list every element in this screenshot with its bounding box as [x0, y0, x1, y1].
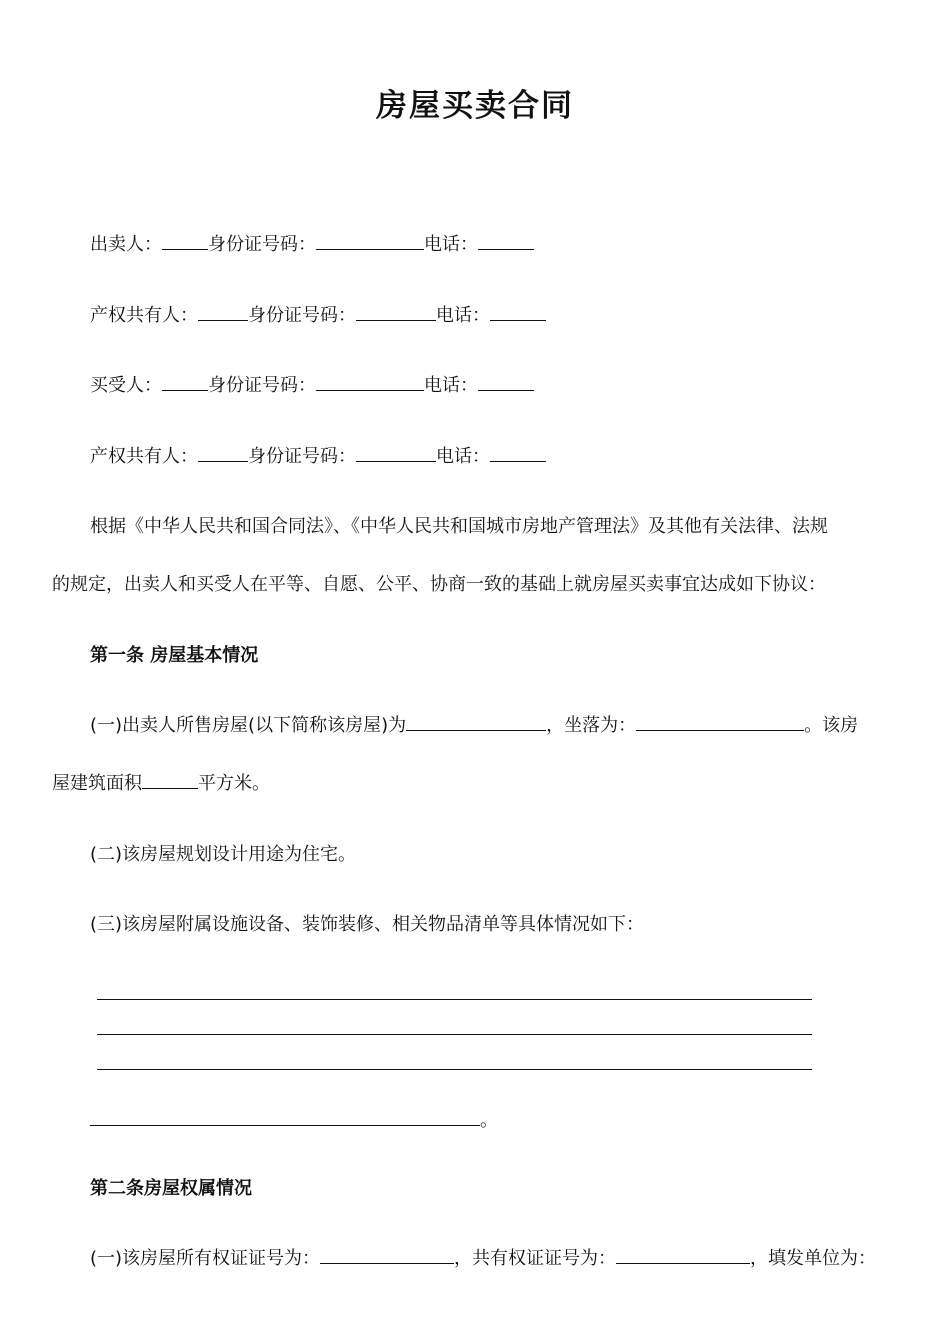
- article-1-item-1-text-e: 平方米。: [198, 773, 270, 794]
- buyer-name-blank[interactable]: [162, 374, 208, 391]
- buyer-co-owner-id-label: 身份证号码：: [248, 446, 356, 467]
- house-name-blank[interactable]: [406, 714, 546, 731]
- fixtures-list-last-line: [90, 1106, 498, 1132]
- seller-co-owner-name-blank[interactable]: [198, 304, 248, 321]
- buyer-co-owner-id-blank[interactable]: [356, 445, 436, 462]
- buyer-co-owner-line: [90, 442, 546, 468]
- article-1-item-3: (三)该房屋附属设施设备、装饰装修、相关物品清单等具体情况如下：: [90, 914, 645, 935]
- buyer-co-owner-tel-label: 电话：: [436, 446, 490, 467]
- fixtures-list-line-1[interactable]: [97, 999, 812, 1000]
- article-1-item-1-text-a: (一)出卖人所售房屋(以下简称该房屋)为: [90, 715, 407, 736]
- seller-co-owner-label: 产权共有人：: [90, 305, 198, 326]
- buyer-co-owner-name-blank[interactable]: [198, 445, 248, 462]
- buyer-label: 买受人：: [90, 375, 162, 396]
- fixtures-list-line-2[interactable]: [97, 1034, 812, 1035]
- seller-label: 出卖人：: [90, 234, 162, 255]
- buyer-tel-label: 电话：: [424, 375, 478, 396]
- article-1-item-1: [90, 711, 858, 737]
- article-2-item-1-text-c: ，填发单位为：: [750, 1248, 877, 1269]
- fixtures-list-line-4[interactable]: [90, 1109, 480, 1126]
- buyer-tel-blank[interactable]: [478, 374, 534, 391]
- buyer-id-label: 身份证号码：: [208, 375, 316, 396]
- article-1-item-1-text-d: 屋建筑面积: [52, 773, 142, 794]
- article-2-item-1-text-a: (一)该房屋所有权证证号为：: [90, 1248, 321, 1269]
- seller-tel-blank[interactable]: [478, 233, 534, 250]
- seller-line: [90, 230, 534, 256]
- seller-co-owner-line: [90, 301, 546, 327]
- seller-co-owner-tel-blank[interactable]: [490, 304, 546, 321]
- article-1-item-1-text-b: ，坐落为：: [546, 715, 637, 736]
- article-2-item-1: [90, 1244, 876, 1270]
- article-1-item-1-cont: [52, 769, 270, 795]
- co-ownership-cert-no-blank[interactable]: [616, 1247, 750, 1264]
- buyer-id-blank[interactable]: [316, 374, 424, 391]
- article-1-item-1-text-c: 。该房: [804, 715, 859, 736]
- seller-name-blank[interactable]: [162, 233, 208, 250]
- house-location-blank[interactable]: [636, 714, 804, 731]
- contract-title: 房屋买卖合同: [376, 88, 574, 124]
- ownership-cert-no-blank[interactable]: [320, 1247, 454, 1264]
- article-1-item-2: (二)该房屋规划设计用途为住宅。: [90, 844, 357, 865]
- seller-co-owner-tel-label: 电话：: [436, 305, 490, 326]
- buyer-co-owner-label: 产权共有人：: [90, 446, 198, 467]
- fixtures-list-line-3[interactable]: [97, 1069, 812, 1070]
- article-2-heading: 第二条房屋权属情况: [90, 1178, 252, 1199]
- article-2-item-1-text-b: ，共有权证证号为：: [454, 1248, 617, 1269]
- article-1-heading: 第一条 房屋基本情况: [90, 645, 259, 666]
- buyer-co-owner-tel-blank[interactable]: [490, 445, 546, 462]
- preamble-line-1: 根据《中华人民共和国合同法》、《中华人民共和国城市房地产管理法》及其他有关法律、法规: [90, 516, 828, 537]
- seller-co-owner-id-blank[interactable]: [356, 304, 436, 321]
- fixtures-list-end-mark: 。: [480, 1110, 498, 1131]
- preamble-line-2: 的规定，出卖人和买受人在平等、自愿、公平、协商一致的基础上就房屋买卖事宜达成如下协议：: [52, 574, 826, 595]
- seller-co-owner-id-label: 身份证号码：: [248, 305, 356, 326]
- floor-area-blank[interactable]: [142, 772, 198, 789]
- seller-id-blank[interactable]: [316, 233, 424, 250]
- seller-id-label: 身份证号码：: [208, 234, 316, 255]
- buyer-line: [90, 371, 534, 397]
- seller-tel-label: 电话：: [424, 234, 478, 255]
